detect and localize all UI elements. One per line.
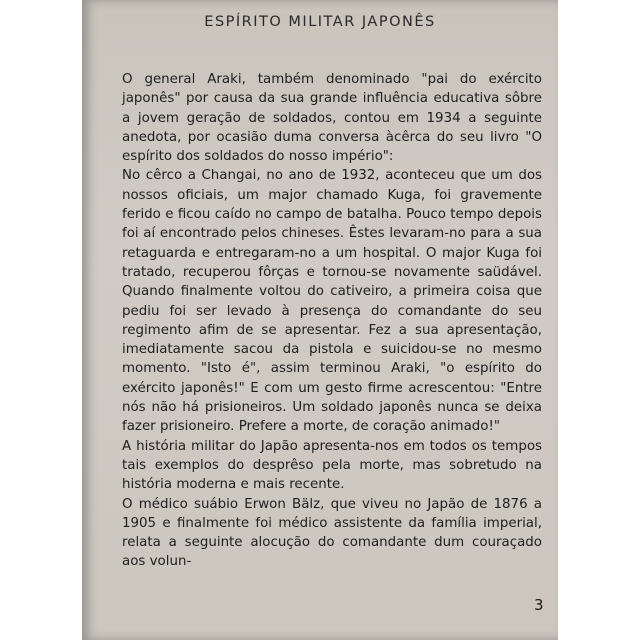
background-left xyxy=(0,0,82,640)
body-text xyxy=(122,70,542,572)
paragraph-1: O general Araki, também denominado "pai do exército japonês" por causa da sua grande influência educativa sôbre a jovem geração de soldados, contou em 1934 a seguinte anedota, por ocasião duma conversa àcêrca do seu livro "O espírito dos soldados do nosso império": xyxy=(122,72,542,165)
running-header: ESPÍRITO MILITAR JAPONÊS xyxy=(204,14,436,30)
paragraph-4: O médico suábio Erwon Bälz, que viveu no Japão de 1876 a 1905 e finalmente foi médico assistente da família imperial, relata a seguinte alocução do comandante dum couraçado aos volun- xyxy=(122,496,542,570)
paragraph-2: No cêrco a Changai, no ano de 1932, aconteceu que um dos nossos oficiais, um major chamado Kuga, foi gravemente ferido e ficou caído no campo de batalha. Pouco tempo depois foi aí encontrado pelos chineses. Êstes levaram-no para a sua retaguarda e entregaram-no a um hospital. O major Kuga foi tratado, recuperou fôrças e tornou-se novamente saüdável. Quando finalmente voltou do cativeiro, a primeira coisa que pediu foi ser levado à presença do comandante do seu regimento afim de se apresentar. Fez a sua apresentação, imediatamente sacou da pistola e suicidou-se no mesmo momento. "Isto é", assim terminou Araki, "o espírito do exército japonês!" E com um gesto firme acrescentou: "Entre nós não há prisioneiros. Um soldado japonês nunca se deixa fazer prisioneiro. Prefere a morte, de coração animado!" xyxy=(122,168,542,435)
book-page xyxy=(82,0,558,640)
page-number: 3 xyxy=(534,596,544,614)
paragraph-3: A história militar do Japão apresenta-nos em todos os tempos tais exemplos do desprêso pela morte, mas sobretudo na história moderna e mais recente. xyxy=(122,438,542,493)
background-right xyxy=(558,0,640,640)
